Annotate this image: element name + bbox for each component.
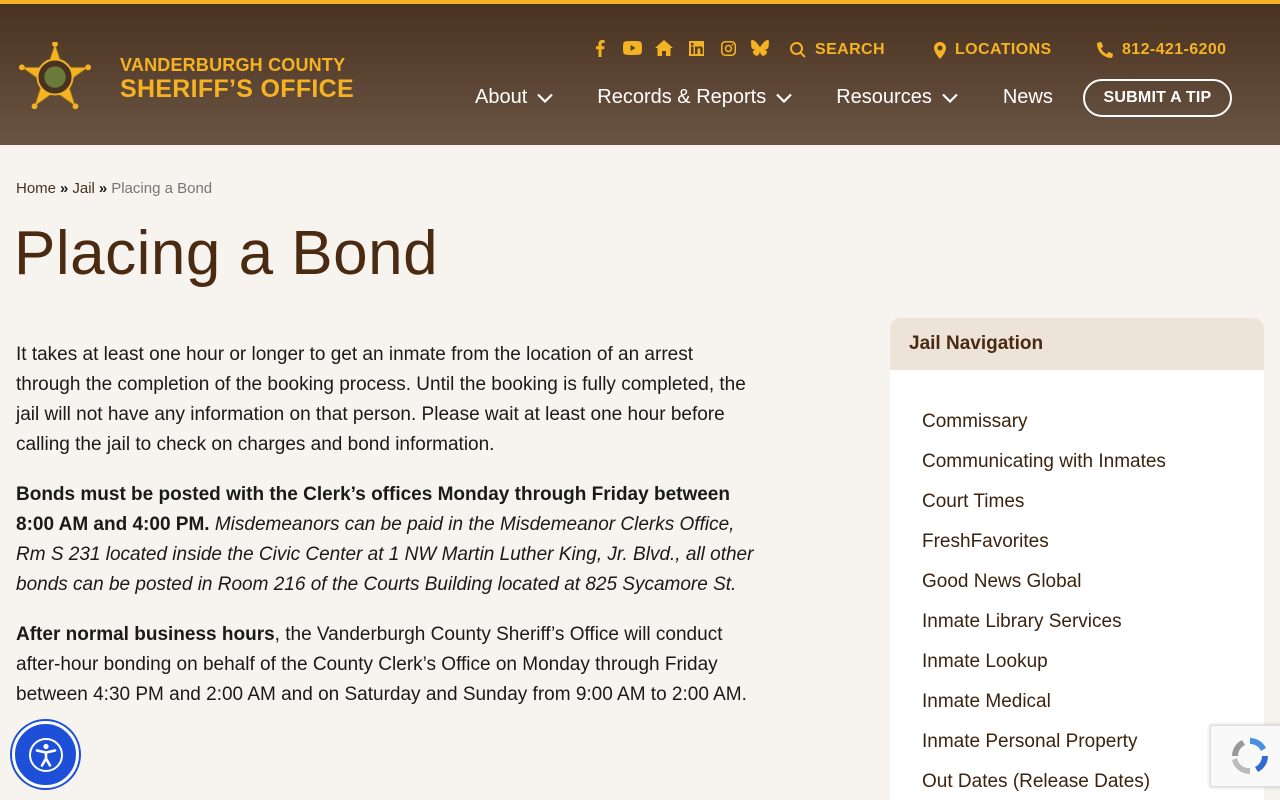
map-pin-icon [934,42,946,59]
recaptcha-icon [1228,734,1272,778]
page-title: Placing a Bond [14,219,439,288]
sheriff-star-logo[interactable] [16,42,94,116]
chevron-down-icon [537,93,553,103]
breadcrumb-current: Placing a Bond [111,180,213,197]
jail-navigation-sidebar [890,318,1264,800]
search-label: SEARCH [815,41,885,58]
paragraph-bond-hours [16,480,761,600]
home-icon[interactable] [648,38,680,58]
chevron-down-icon [942,93,958,103]
nav-records-reports[interactable] [597,86,792,109]
after-hours-text: , the Vanderburgh County Sheriff’s Office will conduct after-hour bonding on behalf of the County Clerk’s Office on Monday through Friday between 4:30 PM and 2:00 AM and on Saturday and Sunday from 9:00 AM to 2:00 AM. [16,624,747,705]
main-content [16,340,761,730]
youtube-icon[interactable] [616,38,648,58]
search-link[interactable] [790,41,885,59]
sidebar-item-library-services[interactable]: Inmate Library Services [922,611,1122,632]
chevron-down-icon [776,93,792,103]
phone-icon [1097,42,1113,58]
sidebar-title: Jail Navigation [890,318,1264,370]
breadcrumb [16,180,212,197]
bluesky-icon[interactable] [744,38,776,58]
breadcrumb-jail[interactable]: Jail [72,180,95,197]
nav-about-label: About [475,86,528,108]
nav-news[interactable] [1003,86,1053,109]
breadcrumb-separator: » [98,180,108,197]
linkedin-icon[interactable] [680,38,712,58]
logo-line-1: VANDERBURGH COUNTY [120,55,346,75]
bond-hours-bold: Bonds must be posted with the Clerk’s offices Monday through Friday between 8:00 AM and 4:00 PM. [16,484,730,535]
search-icon [790,42,806,58]
facebook-icon[interactable] [584,38,616,58]
site-logo-text[interactable] [120,56,354,102]
sidebar-item-good-news-global[interactable]: Good News Global [922,571,1082,592]
sidebar-item-commissary[interactable]: Commissary [922,411,1028,432]
paragraph-booking: It takes at least one hour or longer to get an inmate from the location of an arrest through the completion of the booking process. Until the booking is fully completed, the jail will not have any information on that person. Please wait at least one hour before calling the jail to check on charges and bond information. [16,344,746,455]
nav-resources[interactable] [836,86,958,109]
paragraph-after-hours [16,620,761,710]
sidebar-item-inmate-medical[interactable]: Inmate Medical [922,691,1051,712]
nav-about[interactable] [475,86,553,109]
nav-resources-label: Resources [836,86,932,108]
accessibility-icon [28,737,64,773]
recaptcha-badge[interactable] [1210,725,1280,787]
main-nav [475,86,1053,109]
sidebar-item-court-times[interactable]: Court Times [922,491,1025,512]
sidebar-item-personal-property[interactable]: Inmate Personal Property [922,731,1138,752]
breadcrumb-home[interactable]: Home [16,180,57,197]
bond-locations-italic: Misdemeanors can be paid in the Misdemeanor Clerks Office, Rm S 231 located inside the Civic Center at 1 NW Martin Luther King, Jr. Blvd., all other bonds can be posted in Room 216 of the Courts Building located at 825 Sycamore St. [16,514,754,595]
logo-line-2: SHERIFF’S OFFICE [120,75,354,103]
nav-news-label: News [1002,86,1053,108]
phone-number: 812-421-6200 [1122,41,1227,58]
nav-records-label: Records & Reports [597,86,767,108]
submit-tip-button[interactable]: SUBMIT A TIP [1083,79,1232,117]
instagram-icon[interactable] [712,38,744,58]
sidebar-list [890,370,1264,800]
phone-link[interactable] [1097,41,1226,59]
locations-link[interactable] [934,41,1052,59]
sidebar-item-out-dates[interactable]: Out Dates (Release Dates) [922,771,1151,792]
sidebar-item-inmate-lookup[interactable]: Inmate Lookup [922,651,1048,672]
after-hours-bold: After normal business hours [16,624,275,645]
sidebar-item-freshfavorites[interactable]: FreshFavorites [922,531,1049,552]
locations-label: LOCATIONS [955,41,1052,58]
sidebar-item-communicating[interactable]: Communicating with Inmates [922,451,1166,472]
breadcrumb-separator: » [60,180,69,197]
site-header [0,0,1280,145]
accessibility-button[interactable] [12,721,79,788]
social-links [584,38,776,58]
